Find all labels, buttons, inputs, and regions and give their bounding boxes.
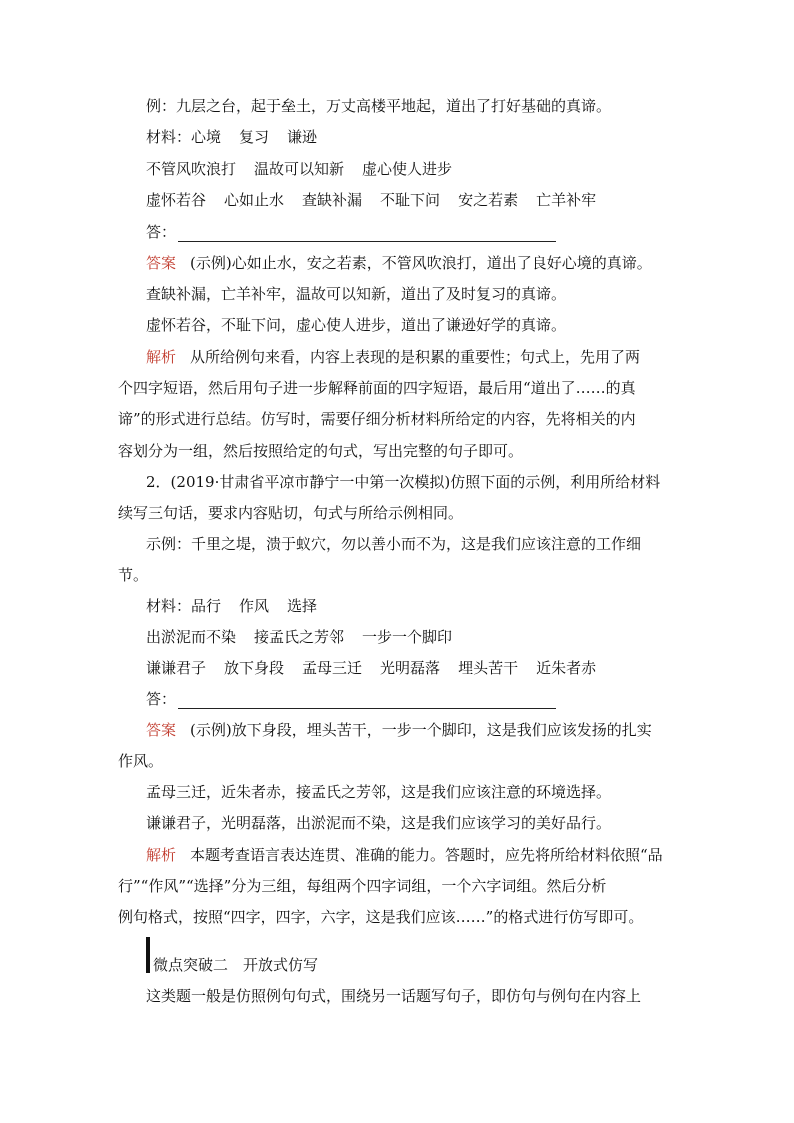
answer-prompt: 答：	[146, 223, 177, 241]
analysis-line: 容划分为一组，然后按照给定的句式，写出完整的句子即可。	[118, 442, 524, 460]
analysis-label: 解析	[146, 348, 177, 366]
phrase: 谦谦君子	[146, 659, 207, 677]
materials-line-1	[146, 127, 317, 147]
phrase: 虚怀若谷	[146, 191, 207, 209]
section-intro: 这类题一般是仿照例句句式，围绕另一话题写句子，即仿句与例句在内容上	[146, 987, 642, 1005]
answer-line: 虚怀若谷，不耻下问，虚心使人进步，道出了谦逊好学的真谛。	[146, 316, 567, 334]
analysis-line: 谛”的形式进行总结。仿写时，需要仔细分析材料所给定的内容，先将相关的内	[118, 410, 636, 428]
question-text: 续写三句话，要求内容贴切，句式与所给示例相同。	[118, 504, 464, 522]
example-sentence-2: 节。	[118, 566, 149, 584]
phrase: 不管风吹浪打	[146, 160, 237, 178]
answer-blank-line[interactable]	[178, 694, 556, 709]
material-word: 选择	[287, 597, 318, 615]
answer-line: 作风。	[118, 752, 164, 770]
analysis-line: 解析 本题考查语言表达连贯、准确的能力。答题时，应先将所给材料依照“品	[146, 846, 663, 864]
phrase-row-1a	[146, 159, 452, 179]
phrase: 查缺补漏	[302, 191, 363, 209]
phrase: 接孟氏之芳邻	[254, 628, 345, 646]
material-word: 品行	[191, 597, 222, 615]
answer-blank-row-2	[146, 689, 556, 709]
phrase: 安之若素	[458, 191, 519, 209]
phrase: 埋头苦干	[458, 659, 519, 677]
answer-line: 谦谦君子，光明磊落，出淤泥而不染，这是我们应该学习的美好品行。	[146, 814, 612, 832]
answer-prompt: 答：	[146, 690, 177, 708]
section-title: 微点突破二 开放式仿写	[153, 956, 319, 974]
example-sentence-2: 示例：千里之堤，溃于蚁穴，勿以善小而不为，这是我们应该注意的工作细	[146, 535, 642, 553]
question-text: 2．(2019·甘肃省平凉市静宁一中第一次模拟)仿照下面的示例，利用所给材料	[146, 473, 661, 491]
phrase-row-1b	[146, 190, 596, 210]
answer-line: 答案 (示例)心如止水，安之若素，不管风吹浪打，道出了良好心境的真谛。	[146, 254, 652, 272]
phrase-row-2a	[146, 627, 452, 647]
material-word: 谦逊	[287, 128, 318, 146]
phrase: 近朱者赤	[536, 659, 597, 677]
analysis-line: 解析 从所给例句来看，内容上表现的是积累的重要性；句式上，先用了两	[146, 348, 641, 366]
answer-line: 答案 (示例)放下身段，埋头苦干，一步一个脚印，这是我们应该发扬的扎实	[146, 721, 652, 739]
answer-blank-row-1	[146, 222, 556, 242]
section-marker	[146, 937, 150, 973]
phrase: 虚心使人进步	[362, 160, 453, 178]
phrase: 心如止水	[224, 191, 285, 209]
phrase: 亡羊补牢	[536, 191, 597, 209]
materials-label: 材料：	[146, 128, 192, 146]
answer-label: 答案	[146, 721, 177, 739]
answer-label: 答案	[146, 254, 177, 272]
phrase: 温故可以知新	[254, 160, 345, 178]
phrase: 光明磊落	[380, 659, 441, 677]
phrase: 放下身段	[224, 659, 285, 677]
analysis-line: 个四字短语，然后用句子进一步解释前面的四字短语，最后用“道出了……的真	[118, 379, 636, 397]
analysis-line: 行”“作风”“选择”分为三组，每组两个四字词组，一个六字词组。然后分析	[118, 877, 607, 895]
material-word: 心境	[191, 128, 222, 146]
example-sentence-1: 例：九层之台，起于垒土，万丈高楼平地起，道出了打好基础的真谛。	[146, 97, 612, 115]
phrase-row-2b	[146, 658, 596, 678]
materials-label: 材料：	[146, 597, 192, 615]
answer-line: 孟母三迁，近朱者赤，接孟氏之芳邻，这是我们应该注意的环境选择。	[146, 783, 612, 801]
analysis-label: 解析	[146, 846, 177, 864]
phrase: 一步一个脚印	[362, 628, 453, 646]
phrase: 孟母三迁	[302, 659, 363, 677]
material-word: 复习	[239, 128, 270, 146]
phrase: 出淤泥而不染	[146, 628, 237, 646]
answer-blank-line[interactable]	[178, 227, 556, 242]
materials-line-2	[146, 596, 317, 616]
analysis-line: 例句格式，按照“四字，四字，六字，这是我们应该……”的格式进行仿写即可。	[118, 908, 644, 926]
answer-line: 查缺补漏，亡羊补牢，温故可以知新，道出了及时复习的真谛。	[146, 285, 567, 303]
material-word: 作风	[239, 597, 270, 615]
phrase: 不耻下问	[380, 191, 441, 209]
